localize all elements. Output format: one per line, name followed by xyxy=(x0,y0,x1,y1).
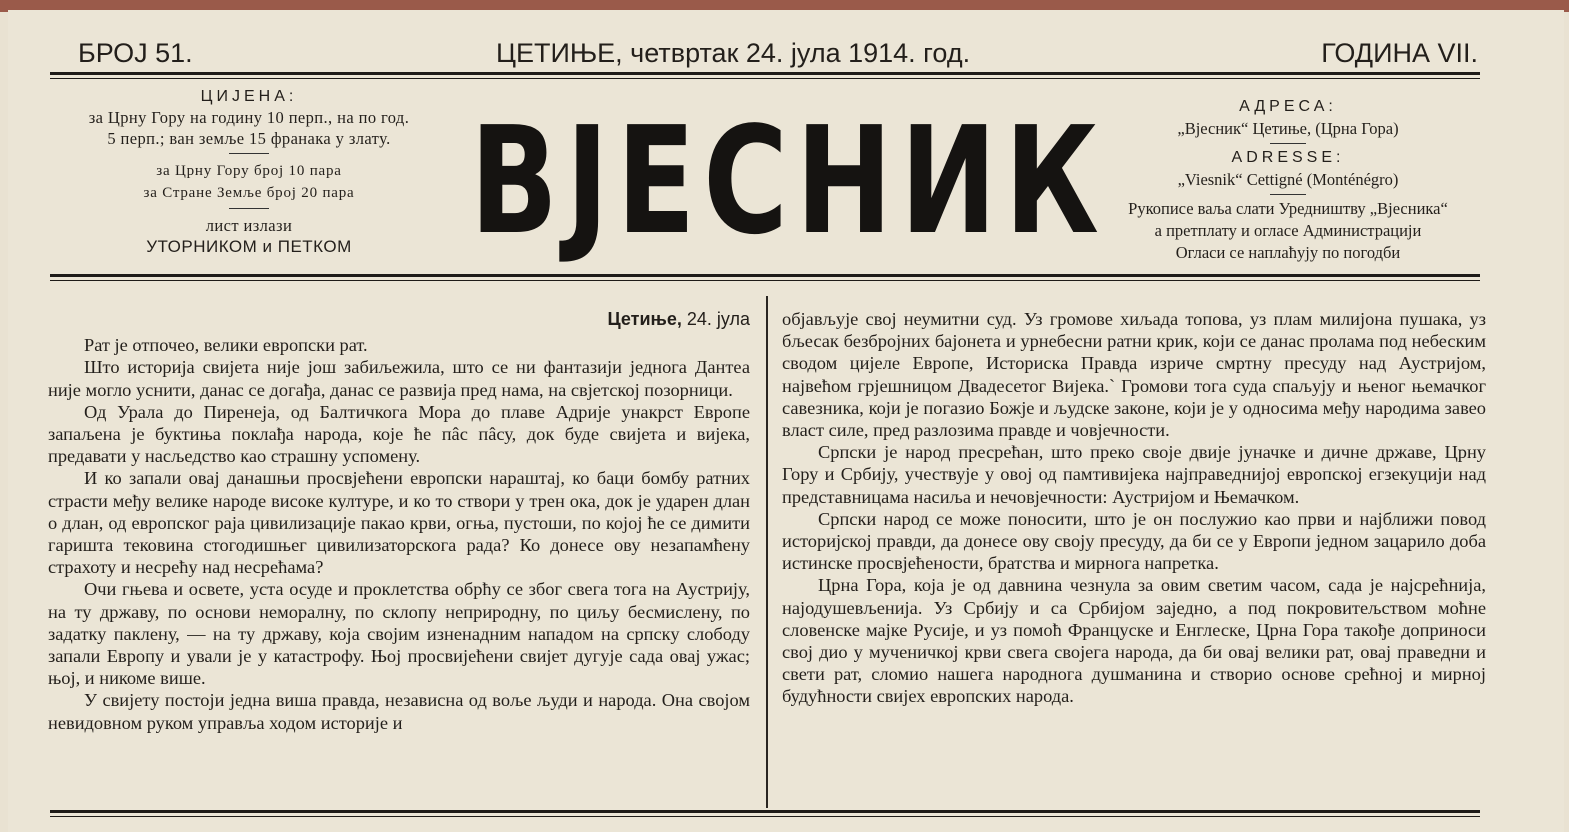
footer-rule xyxy=(50,810,1480,813)
paragraph: Рат је отпочео, велики европски рат. xyxy=(84,335,368,356)
paragraph: И ко запали овај данашњи просвјећени европски нараштај, ко баци бомбу ратних страсти међу велике народе високе културе, и ко то створи у трен ока, док је ударен длан о длан, од европског раја цивилизације пакао крви, огња, пустоши, по којој ће се димити гаришта тековина стогодишњег цивилизаторскога рада? Ко донесе ову незапамћену страхоту и несрећу над несрећама? xyxy=(48,468,750,578)
paragraph: Што историја свијета није још забиљежила, што се ни фантазији једнога Дантеа није могло уснити, данас се догађа, данас се развија пред нама, на свјетској позорници. xyxy=(48,357,750,400)
price-line-2: 5 перп.; ван земље 15 франака у злату. xyxy=(107,129,391,148)
price-box xyxy=(44,86,454,257)
publication-days: УТОРНИКОМ и ПЕТКОМ xyxy=(146,237,352,256)
price-line-4: за Стране Земље број 20 пара xyxy=(143,185,355,201)
column-divider xyxy=(766,296,768,808)
address-label-fr: ADRESSE: xyxy=(1231,149,1345,166)
address-line-2: „Viesnik“ Cettigné (Monténégro) xyxy=(1177,170,1399,189)
article-column-right xyxy=(782,308,1486,708)
address-line-1: „Вјесник“ Цетиње, (Црна Гора) xyxy=(1177,119,1399,138)
publication-days-label: лист излази xyxy=(205,216,293,235)
dateline: ЦЕТИЊЕ, четвртак 24. јула 1914. год. xyxy=(496,38,971,68)
masthead-title: ВЈЕСНИК xyxy=(470,95,1107,267)
article-date: 24. јула xyxy=(686,309,750,329)
address-separator-2 xyxy=(1270,194,1306,195)
newspaper-page xyxy=(8,10,1564,832)
address-separator xyxy=(1270,143,1306,144)
header-rule-top-thin xyxy=(50,78,1480,79)
paragraph: Црна Гора, која је од давнина чезнула за овим светим часом, сада је најсрећнија, најодушевљенија. Уз Србију и са Србијом заједно, а под покровитељством моћне словенске мајке Русије, и уз помоћ Француске и Енглеске, Црна Гора такође доприноси свој дио у мученичкој крви свега својега народа, да би овај велики рат, овај праведни и свети рат, сломио нашега народнога душманина и створио основе срећној и мирној будућности свијех европских народа. xyxy=(782,575,1486,707)
price-line-1: за Црну Гору на годину 10 перп., на по год. xyxy=(88,108,410,127)
paragraph: објављује свој неумитни суд. Уз громове хиљада топова, уз плам милијона пушака, уз бљесак безбројних бајонета и урнебесни ратни крик, који се данас пролама под небеским сводом цијеле Европе, Историска Правда изриче смртну пресуду над Аустријом, највећом грјешницом Двадесетог Вијека.` Громови тога суда спаљују и њеног њемачког савезника, који је погазио Божје и људске законе, који је у односима међу народима завео власт силе, пред разлозима правде и човјечности. xyxy=(782,309,1486,441)
price-separator xyxy=(229,153,269,154)
price-label: ЦИЈЕНА: xyxy=(200,88,298,105)
address-line-5: Огласи се наплаћују по погодби xyxy=(1175,243,1401,262)
article-dateline xyxy=(48,308,750,330)
paragraph: Очи гњева и освете, уста осуде и проклетства обрћу се због свега тога на Аустрију, на ту државу, по основи неморалну, по склопу неприродну, по циљу бесмислену, по задатку паклену, — на ту државу, која својим изненадним нападом на српску слободу запали Европу и ували је у катастрофу. Њој просвијећени свијет дугује сада овај ужас; њој, и никоме више. xyxy=(48,579,750,689)
paragraph: Српски народ се може поносити, што је он послужио као први и најближи повод историјској правди, да донесе ову своју пресуду, да би се у Европи једном зацарило доба истинске просвјећености, братства и мирнога напретка. xyxy=(782,508,1486,574)
price-line-3: за Црну Гору број 10 пара xyxy=(156,163,342,179)
paragraph: У свијету постоји једна виша правда, независна од воље људи и народа. Она својом невидовном руком управља ходом историје и xyxy=(48,690,750,733)
footer-rule-thin xyxy=(50,816,1480,817)
header-rule-bottom-thin xyxy=(50,280,1480,281)
address-line-3: Рукописе ваља слати Уредништву „Вјесника“ xyxy=(1128,199,1448,218)
header-rule-bottom xyxy=(50,274,1480,277)
price-separator-2 xyxy=(229,208,269,209)
article-column-left xyxy=(48,308,750,734)
address-label: АДРЕСА: xyxy=(1239,98,1337,115)
address-box xyxy=(1088,96,1488,264)
header-rule-top xyxy=(50,72,1480,75)
paragraph: Од Урала до Пиренеја, од Балтичкога Мора до плаве Адрије унакрст Европе запаљена је буктиња поклађа народа, које ће пâс пâсу, док буде свијета и вијека, предавати у насљедство као страшну успомену. xyxy=(48,401,750,467)
volume-year: ГОДИНА VII. xyxy=(1321,38,1478,68)
address-line-4: а претплату и огласе Администрацији xyxy=(1154,221,1422,240)
issue-number: БРОЈ 51. xyxy=(78,38,193,68)
paragraph: Српски је народ пресрећан, што преко своје двије јуначке и дичне државе, Црну Гору и Србију, учествује у овој од памтивијека најправеднијој европској егзекуцији над представницама насиља и нечовјечности: Аустријом и Њемачком. xyxy=(782,442,1486,507)
article-place: Цетиње, xyxy=(607,309,682,329)
